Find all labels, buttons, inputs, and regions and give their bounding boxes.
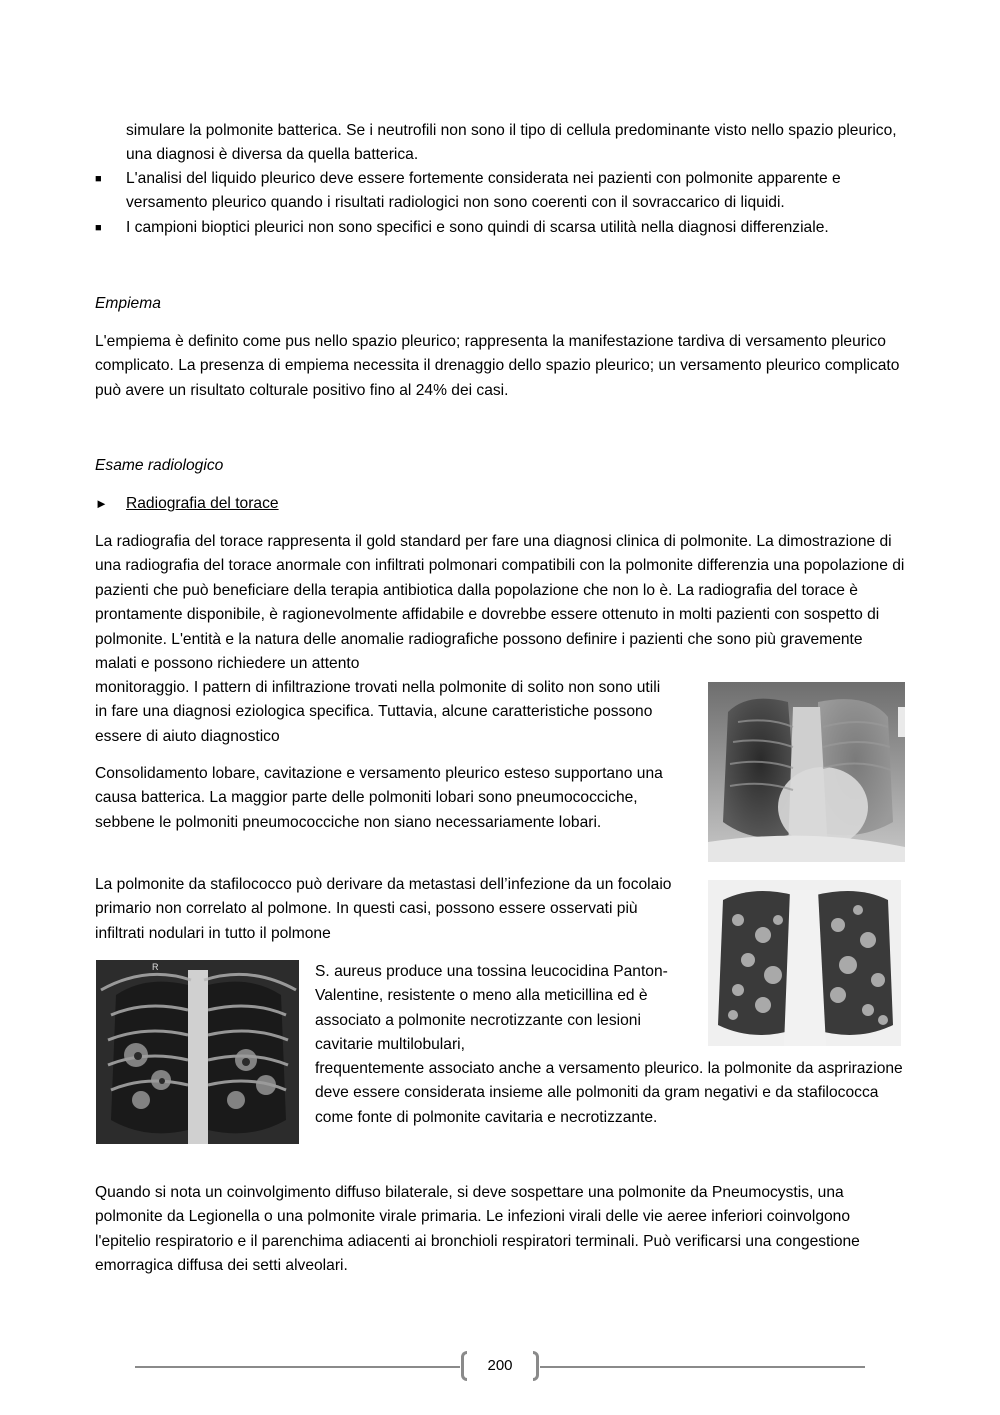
diffuso-paragraph: Quando si nota un coinvolgimento diffuso bilaterale, si deve sospettare una polmonite da Pneumocystis, una polmonite da Legionella o una polmonite virale primaria. Le infezioni virali delle vie aeree inferiori coinvolgono l'epitelio respiratorio e il parenchima adiacenti ai bronchioli respiratori terminali. Può verificarsi una congestione emorragica diffusa dei setti alveolari. <box>95 1184 860 1275</box>
stafilococco-paragraph: La polmonite da stafilococco può derivare da metastasi dell’infezione da un focolaio primario non correlato al polmone. In questi casi, possono essere osservati più infiltrati nodulari in tutto il polmone <box>95 876 672 942</box>
continuation-text: simulare la polmonite batterica. Se i neutrofili non sono il tipo di cellula predominante visto nello spazio pleurico, una diagnosi è diversa da quella batterica. <box>126 122 897 164</box>
empiema-paragraph: L'empiema è definito come pus nello spazio pleurico; rappresenta la manifestazione tardiva di versamento pleurico complicato. La presenza di empiema necessita il drenaggio dello spazio pleurico; un versamento pleurico complicato può avere un risultato colturale positivo fino al 24% dei casi. <box>95 333 900 399</box>
aureus-paragraph-narrow: S. aureus produce una tossina leucocidina Panton-Valentine, resistente o meno alla meticillina ed è associato a polmonite necrotizzante con lesioni cavitarie multilobulari, <box>315 963 668 1054</box>
section-heading-empiema: Empiema <box>95 295 161 312</box>
section-heading-esame-radiologico: Esame radiologico <box>95 457 224 474</box>
bullet-text: I campioni bioptici pleurici non sono specifici e sono quindi di scarsa utilità nella diagnosi differenziale. <box>126 219 829 236</box>
subheading-radiografia: Radiografia del torace <box>126 495 279 512</box>
xray-r-label: R <box>152 962 159 972</box>
bullet-text: L'analisi del liquido pleurico deve essere fortemente considerata nei pazienti con polmonite apparente e versamento pleurico quando i risultati radiologici non sono coerenti con il sovraccarico di liquidi. <box>126 170 841 212</box>
footer-bracket-right-icon <box>533 1351 539 1381</box>
radiografia-paragraph-narrow: monitoraggio. I pattern di infiltrazione trovati nella polmonite di solito non sono utili in fare una diagnosi eziologica specifica. Tuttavia, alcune caratteristiche possono essere di aiuto diagnostico <box>95 679 661 745</box>
chest-xray-image-cavitary <box>96 960 299 1144</box>
footer-rule-left <box>135 1366 460 1368</box>
chest-xray-image-lobar <box>708 682 905 862</box>
consolidamento-paragraph: Consolidamento lobare, cavitazione e versamento pleurico esteso supportano una causa batterica. La maggior parte delle polmoniti lobari sono pneumococciche, sebbene le polmoniti pneumococciche non siano necessariamente lobari. <box>95 765 663 831</box>
footer-bracket-left-icon <box>461 1351 467 1381</box>
square-bullet-icon: ■ <box>95 222 102 234</box>
square-bullet-icon: ■ <box>95 173 102 185</box>
aureus-paragraph-wide: frequentemente associato anche a versamento pleurico. la polmonite da asprirazione deve essere considerata insieme alle polmoniti da gram negativi e da stafilococca come fonte di polmonite cavitaria e necrotizzante. <box>315 1060 903 1126</box>
radiografia-paragraph-wide: La radiografia del torace rappresenta il gold standard per fare una diagnosi clinica di polmonite. La dimostrazione di una radiografia del torace anormale con infiltrati polmonari compatibili con la polmonite differenzia una popolazione di pazienti che può beneficiare della terapia antibiotica dalla popolazione che non lo è. La radiografia del torace è prontamente disponibile, è ragionevolmente affidabile e dovrebbe essere ottenuto in molti pazienti con sospetto di polmonite. L'entità e la natura delle anomalie radiografiche possono definire i pazienti che sono più gravemente malati e possono richiedere un attento <box>95 533 905 673</box>
footer-rule-right <box>540 1366 865 1368</box>
page-number: 200 <box>487 1357 513 1374</box>
triangle-marker-icon: ► <box>95 496 108 511</box>
chest-xray-image-nodular <box>708 880 901 1046</box>
